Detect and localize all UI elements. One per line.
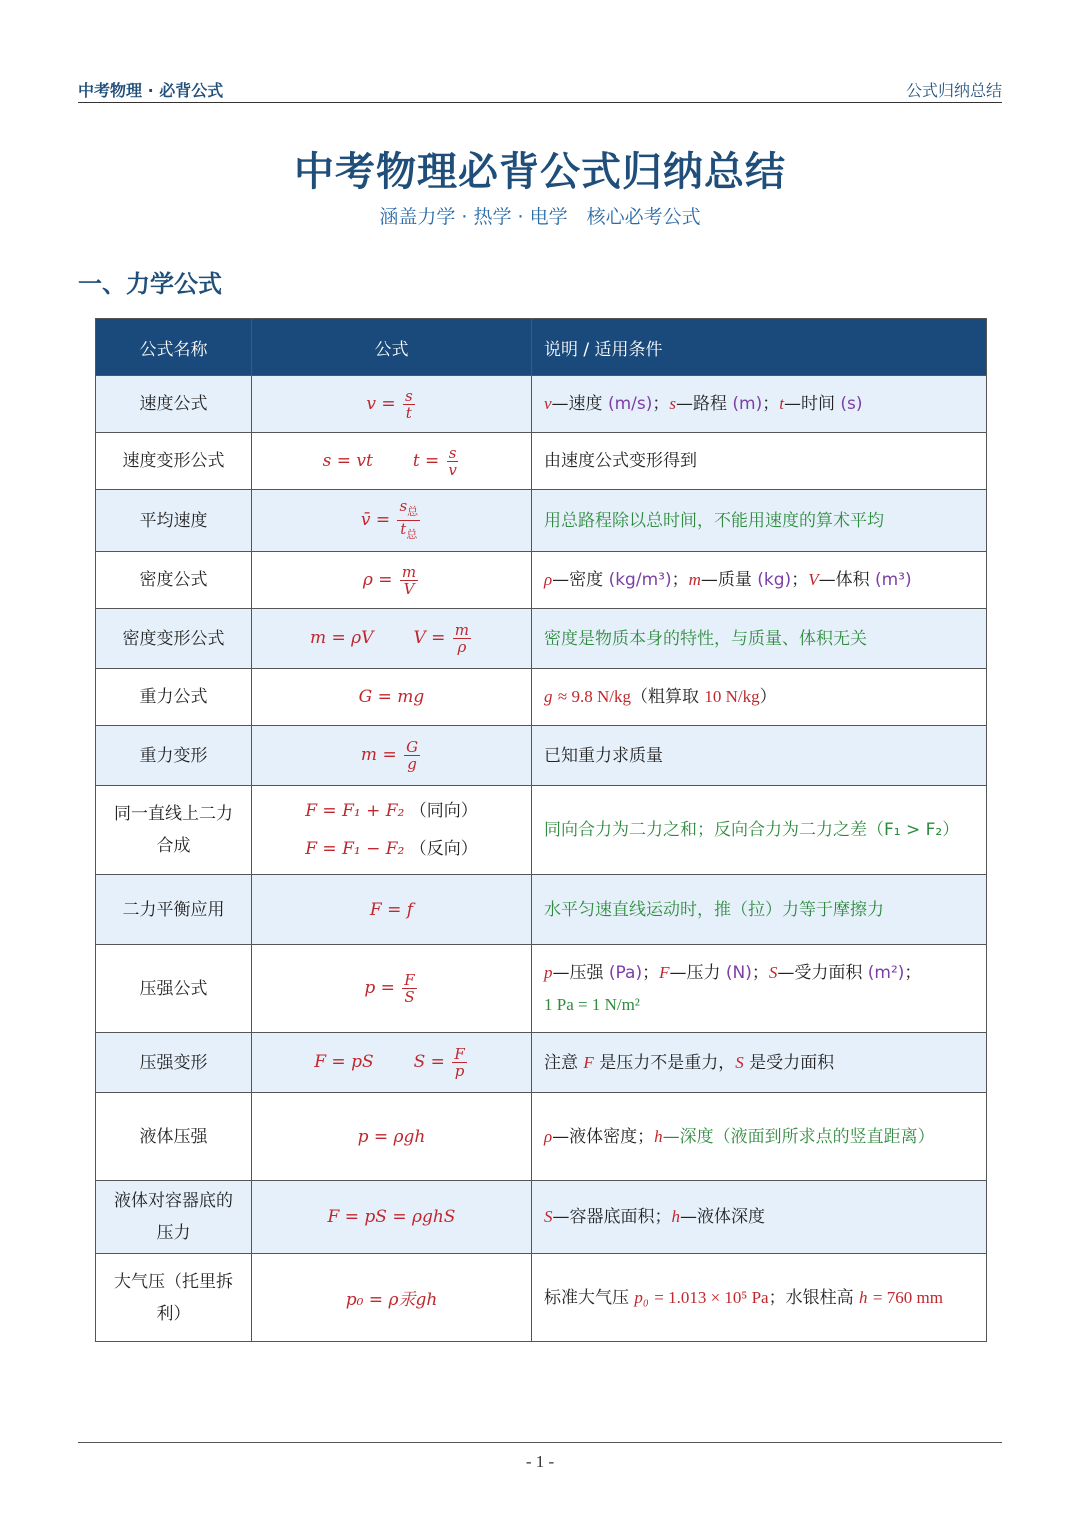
- row-name: 压强公式: [96, 945, 252, 1033]
- table-row: [96, 376, 987, 433]
- row-desc: 水平匀速直线运动时，推（拉）力等于摩擦力: [532, 875, 987, 945]
- row-desc: v—速度 (m/s)；s—路程 (m)；t—时间 (s): [532, 376, 987, 433]
- table-header-row: [96, 319, 987, 376]
- row-desc: ρ—液体密度；h—深度（液面到所求点的竖直距离）: [532, 1093, 987, 1181]
- section-heading: 一、力学公式: [78, 270, 222, 298]
- row-desc: 密度是物质本身的特性，与质量、体积无关: [532, 609, 987, 669]
- row-name: 液体压强: [96, 1093, 252, 1181]
- table-row: [96, 490, 987, 552]
- row-formula: v̄ = $\frac{s_总}{t_总}$: [252, 490, 532, 552]
- row-formula: F = pS S = $\frac{F}{p}$: [252, 1033, 532, 1093]
- page-title: 中考物理必背公式归纳总结: [294, 149, 786, 195]
- row-formula: s = vt t = $\frac{s}{v}$: [252, 433, 532, 490]
- row-name: 同一直线上二力合成: [96, 786, 252, 875]
- row-formula: F = pS = ρghS: [252, 1181, 532, 1254]
- col-header-formula: 公式: [252, 319, 532, 376]
- table-row: [96, 1093, 987, 1181]
- row-desc: p—压强 (Pa)；F—压力 (N)；S—受力面积 (m²)； 1 Pa = 1 N/m²: [532, 945, 987, 1033]
- row-name: 密度变形公式: [96, 609, 252, 669]
- table-row: [96, 609, 987, 669]
- table-row: [96, 1254, 987, 1342]
- row-formula: p = $\frac{F}{S}$: [252, 945, 532, 1033]
- row-desc: S—容器底面积；h—液体深度: [532, 1181, 987, 1254]
- table-row: [96, 669, 987, 726]
- row-formula: m = $\frac{G}{g}$: [252, 726, 532, 786]
- col-header-desc: 说明 / 适用条件: [532, 319, 987, 376]
- row-desc: 已知重力求质量: [532, 726, 987, 786]
- table-row: [96, 433, 987, 490]
- row-name: 二力平衡应用: [96, 875, 252, 945]
- row-desc: 标准大气压 p₀ = 1.013 × 10⁵ Pa；水银柱高 h = 760 mm: [532, 1254, 987, 1342]
- row-formula: p = ρgh: [252, 1093, 532, 1181]
- header-right: 公式归纳总结: [905, 81, 1002, 100]
- row-name: 速度公式: [96, 376, 252, 433]
- table-row: [96, 1181, 987, 1254]
- table-row: [96, 1033, 987, 1093]
- table-row: [96, 945, 987, 1033]
- row-name: 重力公式: [96, 669, 252, 726]
- row-formula: G = mg: [252, 669, 532, 726]
- row-formula: v = $\frac{s}{t}$: [252, 376, 532, 433]
- page-number: - 1 -: [525, 1452, 555, 1471]
- table-row: [96, 875, 987, 945]
- row-desc: 同向合力为二力之和；反向合力为二力之差（F₁ > F₂）: [532, 786, 987, 875]
- row-name: 密度公式: [96, 552, 252, 609]
- table-row: [96, 552, 987, 609]
- row-name: 平均速度: [96, 490, 252, 552]
- row-desc: 注意 F 是压力不是重力，S 是受力面积: [532, 1033, 987, 1093]
- running-header: [78, 76, 1002, 103]
- table-row: [96, 786, 987, 875]
- row-formula: m = ρV V = $\frac{m}{\rho}$: [252, 609, 532, 669]
- row-name: 大气压（托里拆利）: [96, 1254, 252, 1342]
- row-name: 压强变形: [96, 1033, 252, 1093]
- row-formula: ρ = $\frac{m}{V}$: [252, 552, 532, 609]
- formula-table: [95, 318, 987, 1342]
- row-formula: F = f: [252, 875, 532, 945]
- row-name: 速度变形公式: [96, 433, 252, 490]
- row-formula: p₀ = ρ汞gh: [252, 1254, 532, 1342]
- page-subtitle: 涵盖力学 · 热学 · 电学 核心必考公式: [379, 206, 701, 228]
- header-left: 中考物理 · 必背公式: [78, 81, 224, 100]
- row-formula: F = F₁ + F₂ （同向） F = F₁ − F₂ （反向）: [252, 786, 532, 875]
- row-desc: 用总路程除以总时间，不能用速度的算术平均: [532, 490, 987, 552]
- row-desc: 由速度公式变形得到: [532, 433, 987, 490]
- table-row: [96, 726, 987, 786]
- row-name: 重力变形: [96, 726, 252, 786]
- footer-rule: [78, 1442, 1002, 1443]
- col-header-name: 公式名称: [96, 319, 252, 376]
- row-name: 液体对容器底的压力: [96, 1181, 252, 1254]
- row-desc: ρ—密度 (kg/m³)；m—质量 (kg)；V—体积 (m³): [532, 552, 987, 609]
- row-desc: g ≈ 9.8 N/kg（粗算取 10 N/kg）: [532, 669, 987, 726]
